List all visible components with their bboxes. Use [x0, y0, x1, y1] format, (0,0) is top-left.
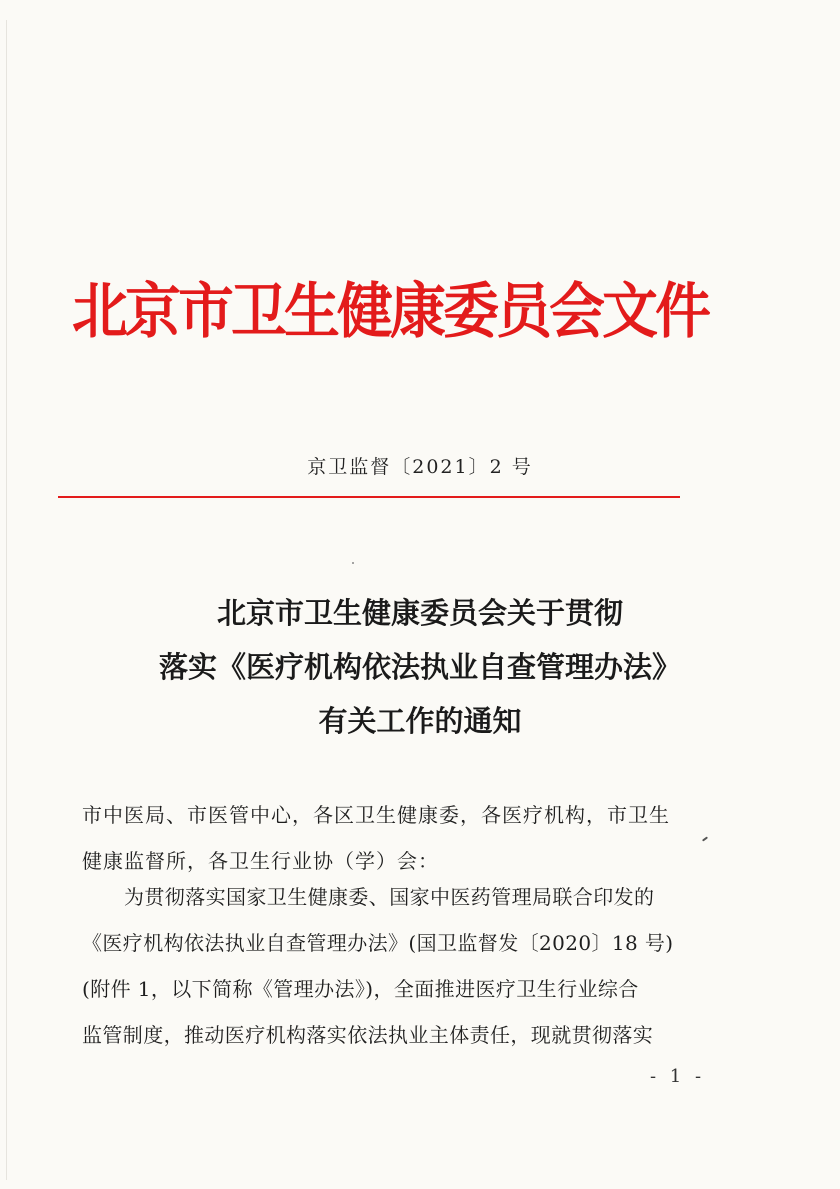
body-paragraph	[82, 874, 732, 1058]
recipients-line: 健康监督所，各卫生行业协（学）会：	[82, 849, 439, 873]
document-number: 京卫监督〔2021〕2 号	[307, 456, 533, 478]
body-line: 《医疗机构依法执业自查管理办法》(国卫监督发〔2020〕18 号)	[82, 931, 674, 955]
notice-title	[0, 586, 840, 748]
recipients-line: 市中医局、市医管中心，各区卫生健康委，各医疗机构，市卫生	[82, 803, 670, 827]
issuer-header-title: 北京市卫生健康委员会文件	[72, 277, 709, 347]
recipients-block	[82, 792, 732, 884]
scan-speck	[352, 562, 354, 564]
notice-title-line: 落实《医疗机构依法执业自查管理办法》	[158, 650, 681, 684]
body-line: (附件 1，以下简称《管理办法》)，全面推进医疗卫生行业综合	[82, 977, 639, 1001]
red-divider-rule	[58, 496, 680, 498]
notice-title-line: 北京市卫生健康委员会关于贯彻	[216, 596, 623, 630]
body-line: 为贯彻落实国家卫生健康委、国家中医药管理局联合印发的	[124, 885, 655, 909]
body-line: 监管制度，推动医疗机构落实依法执业主体责任，现就贯彻落实	[82, 1023, 654, 1047]
notice-title-line: 有关工作的通知	[318, 704, 522, 738]
page-number: - 1 -	[650, 1066, 706, 1087]
